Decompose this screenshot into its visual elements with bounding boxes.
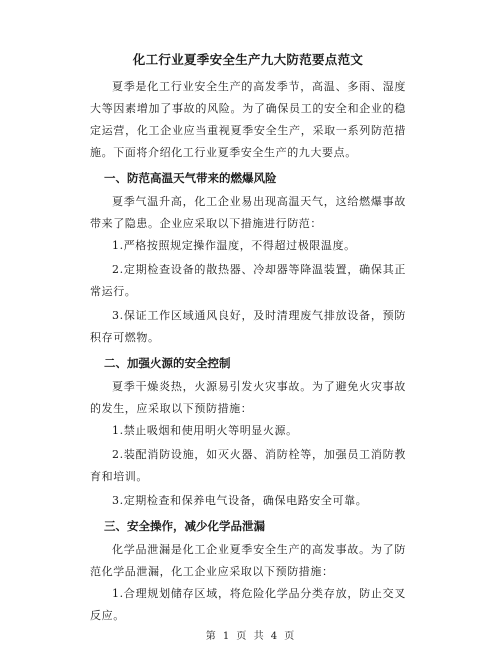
section-intro: 夏季干燥炎热，火源易引发火灾事故。为了避免火灾事故的发生，应采取以下预防措施： [90,380,406,415]
section-heading: 一、防范高温天气带来的燃爆风险 [104,171,277,185]
list-item: 3.定期检查和保养电气设备，确保电路安全可靠。 [112,494,368,507]
list-item: 1.禁止吸烟和使用明火等明显火源。 [112,424,298,437]
list-item: 3.保证工作区域通风良好，及时清理废气排放设备，预防积存可燃物。 [90,309,406,344]
list-item: 1.严格按照规定操作温度，不得超过极限温度。 [112,239,356,252]
document-title: 化工行业夏季安全生产九大防范要点范文 [132,52,364,67]
list-item: 2.装配消防设施，如灭火器、消防栓等，加强员工消防教育和培训。 [90,448,406,483]
section-1 [90,168,406,349]
section-intro: 夏季气温升高，化工企业易出现高温天气，这给燃爆事故带来了隐患。企业应采取以下措施进行防范： [90,195,406,230]
section-heading: 三、安全操作，减少化学品泄漏 [104,519,265,533]
section-3 [90,516,406,627]
list-item: 1.合理规划储存区域，将危险化学品分类存放，防止交叉反应。 [90,587,406,622]
list-item: 2.定期检查设备的散热器、冷却器等降温装置，确保其正常运行。 [90,263,406,298]
section-heading: 二、加强火源的安全控制 [104,356,231,370]
section-2 [90,353,406,512]
intro-paragraph: 夏季是化工行业安全生产的高发季节，高温、多雨、湿度大等因素增加了事故的风险。为了确保员工的安全和企业的稳定运营，化工企业应当重视夏季安全生产，采取一系列防范措施。下面将介绍化工行业夏季安全生产的九大要点。 [90,80,406,159]
document-body [90,50,406,629]
page-number-footer: 第 1 页 共 4 页 [205,631,297,642]
section-intro: 化学品泄漏是化工企业夏季安全生产的高发事故。为了防范化学品泄漏，化工企业应采取以下预防措施： [90,543,406,578]
